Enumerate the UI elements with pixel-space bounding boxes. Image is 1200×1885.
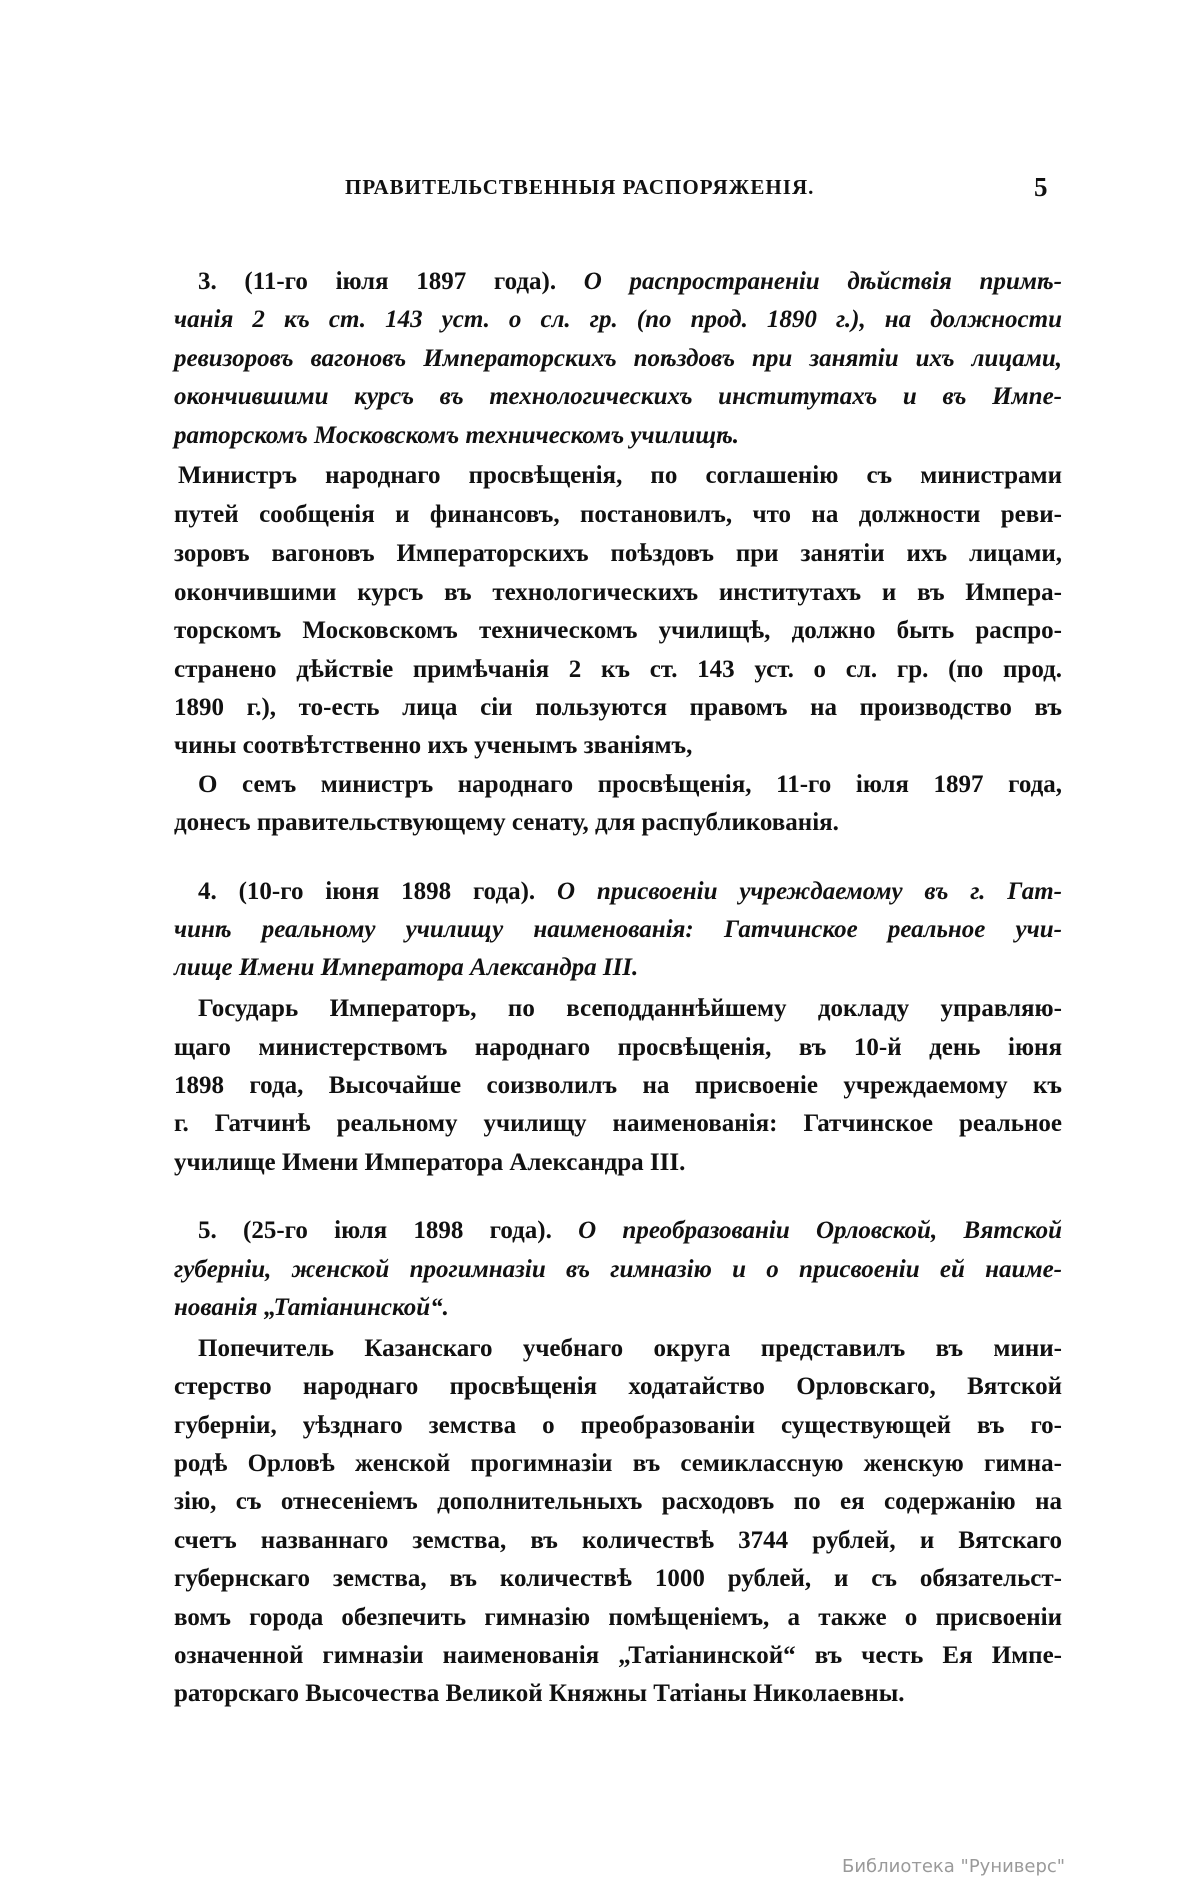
body-line: 1898 года, Высочайше соизволилъ на присвоеніе учреждаемому къ [174, 1072, 1062, 1099]
page-number: 5 [1034, 172, 1048, 202]
body-line: щаго министерствомъ народнаго просвѣщенія, въ 10-й день іюня [174, 1034, 1062, 1061]
body-line: губернскаго земства, въ количествѣ 1000 рублей, и съ обязательст- [174, 1565, 1062, 1592]
body-line: раторскаго Высочества Великой Княжны Татіаны Николаевны. [174, 1680, 905, 1707]
body-line: Попечитель Казанскаго учебнаго округа представилъ въ мини- [198, 1335, 1062, 1362]
section-heading-line: окончившими курсъ въ технологическихъ институтахъ и въ Импе- [174, 383, 1062, 410]
body-line: зоровъ вагоновъ Императорскихъ поѣздовъ при занятіи ихъ лицами, [174, 540, 1062, 567]
section-number: 4. (10-го іюня 1898 года). [198, 878, 536, 905]
section-heading-line: 5. (25-го іюля 1898 года). О преобразованіи Орловской, Вятской [198, 1217, 1062, 1244]
body-line: Министръ народнаго просвѣщенія, по соглашенію съ министрами [178, 462, 1062, 489]
body-line: г. Гатчинѣ реальному училищу наименованія: Гатчинское реальное [174, 1110, 1062, 1137]
body-line: родѣ Орловѣ женской прогимназіи въ семиклассную женскую гимна- [174, 1450, 1062, 1477]
body-line: счетъ названнаго земства, въ количествѣ 3744 рублей, и Вятскаго [174, 1527, 1062, 1554]
section-heading-line: 4. (10-го іюня 1898 года). О присвоеніи учреждаемому въ г. Гат- [198, 878, 1062, 905]
body-line: училище Имени Императора Александра III. [174, 1149, 686, 1176]
body-line: вомъ города обезпечить гимназію помѣщеніемъ, а также о присвоеніи [174, 1604, 1062, 1631]
section-heading-line: нованія „Татіанинской“. [174, 1294, 449, 1321]
body-line: означенной гимназіи наименованія „Татіанинской“ въ честь Ея Импе- [174, 1642, 1062, 1669]
library-watermark: Библиотека "Руниверс" [842, 1856, 1066, 1877]
section-heading-line: чинѣ реальному училищу наименованія: Гатчинское реальное учи- [174, 916, 1062, 943]
section-heading-line: раторскомъ Московскомъ техническомъ училищѣ. [174, 422, 740, 449]
section-number: 5. (25-го іюля 1898 года). [198, 1217, 552, 1244]
body-line: странено дѣйствіе примѣчанія 2 къ ст. 143 уст. о сл. гр. (по прод. [174, 656, 1062, 683]
body-line: губерніи, уѣзднаго земства о преобразованіи существующей въ го- [174, 1412, 1062, 1439]
section-heading-line: ревизоровъ вагоновъ Императорскихъ поѣздовъ при занятіи ихъ лицами, [174, 345, 1062, 372]
body-line: окончившими курсъ въ технологическихъ институтахъ и въ Импера- [174, 579, 1062, 606]
section-heading-line: лище Имени Императора Александра III. [174, 954, 639, 981]
section-heading-line: 3. (11-го іюля 1897 года). О распространеніи дѣйствія примѣ- [198, 268, 1062, 295]
section-heading-line: губерніи, женской прогимназіи въ гимназію и о присвоеніи ей наиме- [174, 1256, 1062, 1283]
section-number: 3. (11-го іюля 1897 года). [198, 268, 557, 295]
running-header: ПРАВИТЕЛЬСТВЕННЫЯ РАСПОРЯЖЕНІЯ. [345, 175, 815, 199]
body-line: торскомъ Московскомъ техническомъ училищѣ, должно быть распро- [174, 617, 1062, 644]
body-line: донесъ правительствующему сенату, для распубликованія. [174, 809, 839, 836]
body-line: стерство народнаго просвѣщенія ходатайство Орловскаго, Вятской [174, 1373, 1062, 1400]
body-line: путей сообщенія и финансовъ, постановилъ, что на должности реви- [174, 501, 1062, 528]
section-heading-line: чанія 2 къ ст. 143 уст. о сл. гр. (по прод. 1890 г.), на должности [174, 306, 1062, 333]
body-line: О семъ министръ народнаго просвѣщенія, 11-го іюля 1897 года, [198, 771, 1062, 798]
body-line: 1890 г.), то-есть лица сіи пользуются правомъ на производство въ [174, 694, 1062, 721]
body-line: чины соотвѣтственно ихъ ученымъ званіямъ, [174, 732, 693, 759]
body-line: зію, съ отнесеніемъ дополнительныхъ расходовъ по ея содержанію на [174, 1488, 1062, 1515]
body-line: Государь Императоръ, по всеподданнѣйшему докладу управляю- [198, 995, 1062, 1022]
